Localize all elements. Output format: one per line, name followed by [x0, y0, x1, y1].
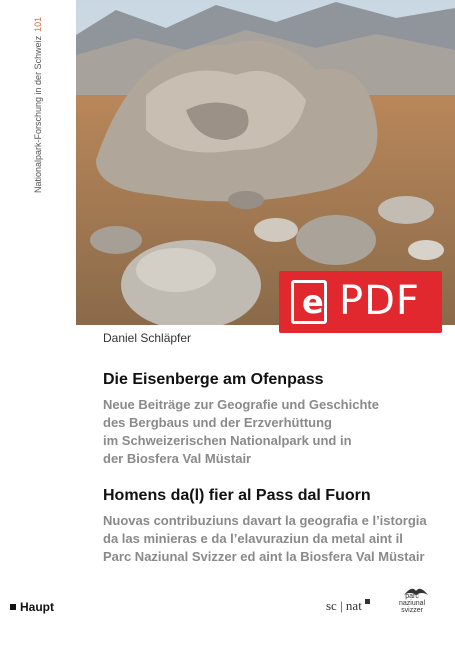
subtitle-romansh: [103, 512, 448, 566]
subtitle-german-line: des Bergbaus und der Erzverhüttung: [103, 415, 332, 430]
parc-line: naziunal: [399, 600, 426, 607]
scnat-label: sc | nat: [326, 598, 362, 613]
epdf-badge: [279, 271, 442, 333]
haupt-square-icon: [10, 604, 16, 610]
parc-text: [399, 593, 425, 614]
publisher-logo: [10, 600, 54, 614]
scnat-square-icon: [365, 599, 370, 604]
publisher-name: Haupt: [20, 600, 54, 614]
parc-line: svizzer: [401, 607, 423, 614]
title-german: Die Eisenberge am Ofenpass: [103, 371, 324, 388]
subtitle-romansh-line: Parc Naziunal Svizzer ed aint la Biosfera Val Müstair: [103, 549, 425, 564]
title-romansh: Homens da(l) fier al Pass dal Fuorn: [103, 487, 371, 504]
e-book-icon: [291, 280, 327, 324]
subtitle-german-line: der Biosfera Val Müstair: [103, 451, 252, 466]
author-name: Daniel Schläpfer: [103, 331, 192, 345]
series-name: Nationalpark-Forschung in der Schweiz: [33, 35, 43, 193]
subtitle-german-line: im Schweizerischen Nationalpark und in: [103, 433, 352, 448]
parc-line: parc: [405, 593, 419, 600]
subtitle-german-line: Neue Beiträge zur Geografie und Geschichte: [103, 397, 379, 412]
series-label: [31, 13, 45, 193]
scnat-logo: [326, 598, 370, 614]
e-letter: e: [302, 283, 324, 321]
subtitle-romansh-line: Nuovas contribuziuns davart la geografia e l’istorgia: [103, 513, 427, 528]
series-number: 101: [33, 16, 43, 32]
subtitle-romansh-line: da las minieras e da l’elavuraziun da metal aint il: [103, 531, 403, 546]
book-spine: [0, 0, 76, 648]
parc-naziunal-logo: [385, 585, 445, 625]
pdf-label: PDF: [339, 278, 420, 324]
subtitle-german: [103, 396, 443, 468]
